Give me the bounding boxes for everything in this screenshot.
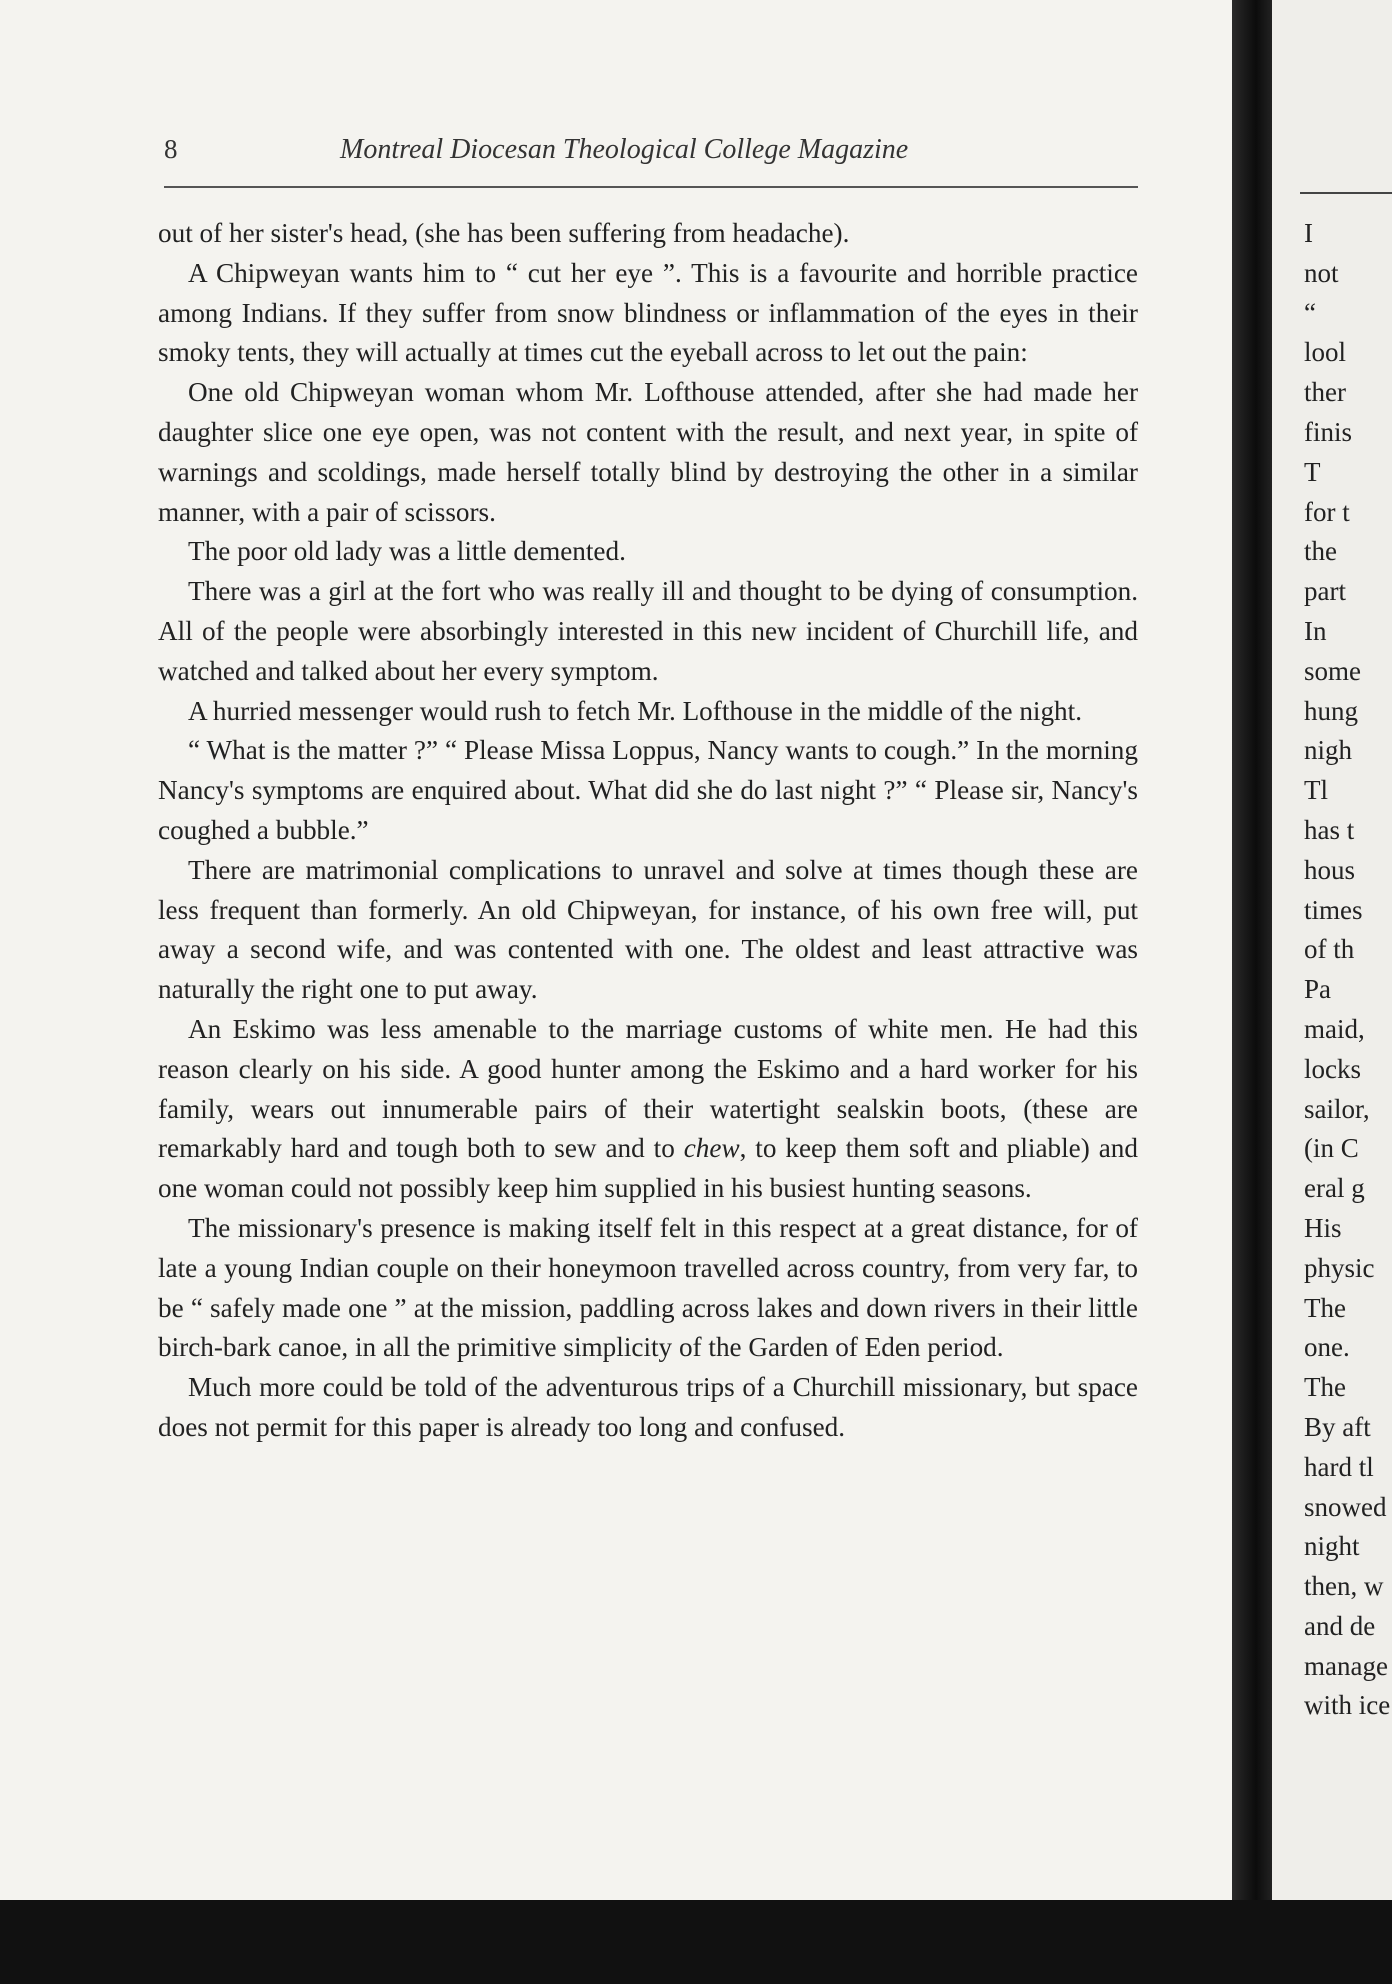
adjacent-line-fragment: ther <box>1304 377 1346 408</box>
paragraph-text: , to keep them soft and pliable) and one woman could not possibly keep him supplied in his busiest hunting seasons. <box>158 1133 1138 1204</box>
adjacent-line-fragment: hous <box>1304 854 1356 885</box>
adjacent-line-fragment: hard tl <box>1304 1451 1374 1482</box>
adjacent-line-fragment: “ <box>1304 297 1316 328</box>
page-header <box>164 134 1138 174</box>
adjacent-line-fragment: locks <box>1304 1053 1361 1084</box>
adjacent-line-fragment: manage <box>1304 1650 1388 1681</box>
running-title: Montreal Diocesan Theological College Magazine <box>340 134 909 165</box>
scan-border <box>0 1900 1392 1984</box>
adjacent-line-fragment: eral g <box>1304 1173 1365 1204</box>
adjacent-line-fragment: of th <box>1304 934 1355 965</box>
adjacent-line-fragment: In <box>1304 615 1327 646</box>
adjacent-line-fragment: night <box>1304 1531 1360 1562</box>
book-spine <box>1232 0 1272 1984</box>
paragraph-text: An Eskimo was less amenable to the marriage customs of white men. He had this reason clearly on his side. A good hunter among the Eskimo and a hard worker for his family, wears out innumerable pairs of their watertight sealskin boots, (these are remarkably hard and tough both to sew and to <box>158 1013 1138 1164</box>
article-body <box>158 214 1138 1448</box>
paragraph: A hurried messenger would rush to fetch Mr. Lofthouse in the middle of the night. <box>188 695 1083 726</box>
adjacent-line-fragment: The <box>1304 1292 1346 1323</box>
adjacent-line-fragment: By aft <box>1304 1411 1371 1442</box>
adjacent-line-fragment: part <box>1304 576 1346 607</box>
adjacent-line-fragment: lool <box>1304 337 1347 368</box>
paragraph: The poor old lady was a little demented. <box>188 536 626 567</box>
paragraph: There are matrimonial complications to unravel and solve at times though these are less frequent than formerly. An old Chipweyan, for instance, of his own free will, put away a second wife, and was contented with one. The oldest and least attractive was naturally the right one to put away. <box>158 854 1138 1005</box>
paragraph <box>158 1010 1138 1209</box>
page-number: 8 <box>164 134 178 164</box>
adjacent-line-fragment: physic <box>1304 1252 1375 1283</box>
emphasis: chew <box>683 1133 740 1164</box>
paragraph: One old Chipweyan woman whom Mr. Lofthouse attended, after she had made her daughter slice one eye open, was not content with the result, and next year, in spite of warnings and scoldings, made herself totally blind by destroying the other in a similar manner, with a pair of scissors. <box>158 377 1138 527</box>
adjacent-page-text <box>1304 214 1390 1726</box>
header-rule <box>164 186 1138 188</box>
adjacent-line-fragment: and de <box>1304 1610 1376 1641</box>
adjacent-line-fragment: not <box>1304 257 1339 288</box>
adjacent-line-fragment: nigh <box>1304 735 1353 766</box>
adjacent-line-fragment: hung <box>1304 695 1358 726</box>
adjacent-line-fragment: some <box>1304 655 1361 686</box>
adjacent-line-fragment: snowed <box>1304 1491 1387 1522</box>
adjacent-line-fragment: Tl <box>1304 775 1328 806</box>
paragraph: There was a girl at the fort who was really ill and thought to be dying of consumption. All of the people were absorbingly interested in this new incident of Churchill life, and watched and talked about her every symptom. <box>158 576 1138 686</box>
paragraph: “ What is the matter ?” “ Please Missa Loppus, Nancy wants to cough.” In the morning Nancy's symptoms are enquired about. What did she do last night ?” “ Please sir, Nancy's coughed a bubble.” <box>158 735 1138 845</box>
adjacent-line-fragment: times <box>1304 894 1363 925</box>
adjacent-line-fragment: with ice <box>1304 1690 1391 1721</box>
adjacent-line-fragment: for t <box>1304 496 1350 527</box>
paragraph: A Chipweyan wants him to “ cut her eye ”. This is a favourite and horrible practice among Indians. If they suffer from snow blindness or inflammation of the eyes in their smoky tents, they will actually at times cut the eyeball across to let out the pain: <box>158 257 1138 368</box>
adjacent-line-fragment: The <box>1304 1372 1346 1403</box>
adjacent-line-fragment: has t <box>1304 814 1355 845</box>
adjacent-line-fragment: one. <box>1304 1332 1350 1363</box>
adjacent-header-rule <box>1300 192 1392 194</box>
paragraph: out of her sister's head, (she has been suffering from headache). <box>158 218 850 248</box>
adjacent-line-fragment: His <box>1304 1212 1342 1243</box>
adjacent-page <box>1272 0 1392 1984</box>
adjacent-line-fragment: Pa <box>1304 974 1331 1005</box>
adjacent-line-fragment: T <box>1304 456 1321 487</box>
adjacent-line-fragment: sailor, <box>1304 1093 1370 1124</box>
adjacent-line-fragment: (in C <box>1304 1133 1359 1164</box>
adjacent-line-fragment: I <box>1304 218 1313 248</box>
adjacent-line-fragment: maid, <box>1304 1013 1365 1044</box>
paragraph: The missionary's presence is making itself felt in this respect at a great distance, for of late a young Indian couple on their honeymoon travelled across country, from very far, to be “ safely made one ” at the mission, paddling across lakes and down rivers in their little birch-bark canoe, in all the primitive simplicity of the Garden of Eden period. <box>158 1212 1138 1363</box>
paragraph: Much more could be told of the adventurous trips of a Churchill missionary, but space does not permit for this paper is already too long and confused. <box>158 1372 1138 1442</box>
adjacent-line-fragment: the <box>1304 536 1337 567</box>
adjacent-line-fragment: finis <box>1304 416 1353 447</box>
adjacent-line-fragment: then, w <box>1304 1571 1384 1602</box>
